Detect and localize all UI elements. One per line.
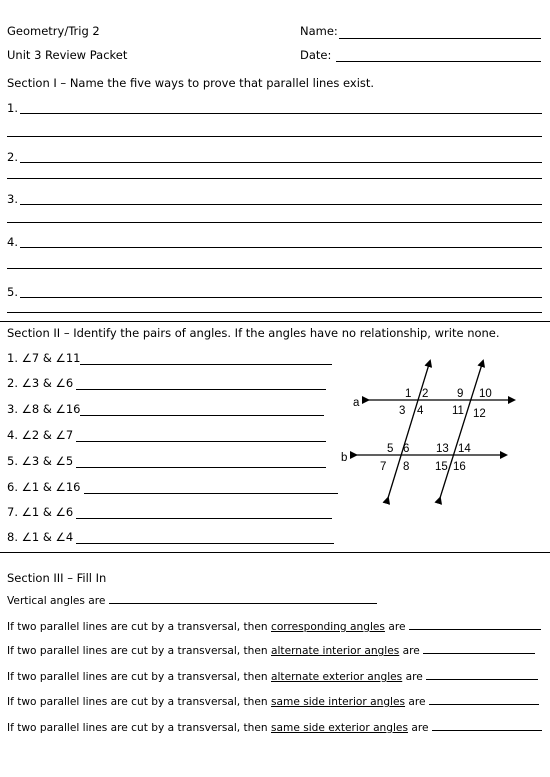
angle-pair-label: 5. ∠3 & ∠5	[7, 454, 74, 468]
angle-term: corresponding angles	[271, 621, 385, 633]
angle-label: 2	[422, 388, 429, 400]
answer-line[interactable]	[20, 162, 542, 163]
answer-line[interactable]	[7, 222, 542, 223]
answer-line[interactable]	[76, 441, 326, 442]
section-1-item-label: 5.	[7, 285, 18, 299]
angle-pair-label: 4. ∠2 & ∠7	[7, 428, 74, 442]
angle-label: 6	[403, 443, 410, 455]
angle-label: 4	[417, 405, 424, 417]
answer-line[interactable]	[84, 493, 338, 494]
angle-pair-label: 7. ∠1 & ∠6	[7, 505, 74, 519]
line-label-b: b	[341, 452, 348, 464]
angle-label: 11	[452, 405, 464, 417]
section-divider	[0, 321, 550, 322]
fill-in-text: If two parallel lines are cut by a transversal, then	[7, 722, 268, 734]
angle-label: 3	[399, 405, 406, 417]
angle-label: 9	[457, 388, 464, 400]
angle-label: 10	[479, 388, 492, 400]
answer-line[interactable]	[7, 268, 542, 269]
name-field[interactable]	[339, 38, 541, 39]
section-1-item-label: 3.	[7, 192, 18, 206]
angle-term: same side interior angles	[271, 696, 406, 708]
answer-line[interactable]	[7, 136, 542, 137]
answer-blank[interactable]	[409, 628, 541, 630]
section-3-title: Section III – Fill In	[7, 571, 107, 585]
answer-blank[interactable]	[426, 678, 538, 680]
course-title: Geometry/Trig 2	[7, 24, 100, 38]
fill-in-row	[7, 621, 541, 633]
fill-in-text: Vertical angles are	[7, 595, 106, 607]
answer-line[interactable]	[20, 247, 542, 248]
answer-line[interactable]	[7, 178, 542, 179]
angle-label: 15	[435, 461, 448, 473]
angle-label: 5	[387, 443, 394, 455]
answer-blank[interactable]	[432, 729, 542, 731]
section-1-item-label: 4.	[7, 235, 18, 249]
angle-label: 8	[403, 461, 410, 473]
angle-label: 1	[405, 388, 412, 400]
fill-in-row	[7, 696, 539, 708]
answer-line[interactable]	[76, 543, 334, 544]
fill-in-text: are	[408, 696, 426, 708]
fill-in-text: are	[405, 671, 423, 683]
answer-line[interactable]	[20, 297, 542, 298]
transversal-left	[388, 361, 430, 498]
date-label: Date:	[300, 48, 332, 62]
section-1-item-label: 2.	[7, 150, 18, 164]
angle-pair-label: 1. ∠7 & ∠11	[7, 351, 81, 365]
fill-in-text: are	[388, 621, 406, 633]
angle-pair-label: 2. ∠3 & ∠6	[7, 376, 74, 390]
answer-line[interactable]	[80, 364, 332, 365]
name-label: Name:	[300, 24, 338, 38]
fill-in-text: If two parallel lines are cut by a transversal, then	[7, 671, 268, 683]
answer-line[interactable]	[20, 204, 542, 205]
answer-blank[interactable]	[429, 703, 539, 705]
angle-term: alternate exterior angles	[271, 671, 403, 683]
angle-pair-label: 6. ∠1 & ∠16	[7, 480, 81, 494]
answer-line[interactable]	[76, 518, 332, 519]
fill-in-text: are	[402, 645, 420, 657]
answer-blank[interactable]	[423, 652, 535, 654]
answer-line[interactable]	[76, 389, 326, 390]
fill-in-row	[7, 645, 535, 657]
answer-line[interactable]	[7, 312, 542, 313]
fill-in-text: If two parallel lines are cut by a transversal, then	[7, 621, 268, 633]
section-1-title: Section I – Name the five ways to prove that parallel lines exist.	[7, 76, 375, 90]
angle-label: 16	[453, 461, 466, 473]
date-field[interactable]	[336, 61, 541, 62]
fill-in-text: are	[411, 722, 429, 734]
parallel-lines-diagram	[338, 355, 528, 515]
fill-in-text: If two parallel lines are cut by a transversal, then	[7, 696, 268, 708]
section-2-title: Section II – Identify the pairs of angles. If the angles have no relationship, write none.	[7, 326, 500, 340]
angle-term: same side exterior angles	[271, 722, 408, 734]
answer-line[interactable]	[80, 415, 324, 416]
section-1-item-label: 1.	[7, 101, 18, 115]
fill-in-row	[7, 595, 377, 607]
transversal-right	[440, 361, 483, 498]
answer-line[interactable]	[20, 113, 542, 114]
angle-term: alternate interior angles	[271, 645, 400, 657]
answer-blank[interactable]	[109, 602, 377, 604]
fill-in-text: If two parallel lines are cut by a transversal, then	[7, 645, 268, 657]
angle-label: 12	[473, 408, 486, 420]
angle-pair-label: 3. ∠8 & ∠16	[7, 402, 81, 416]
angle-label: 7	[380, 461, 387, 473]
fill-in-row	[7, 671, 538, 683]
section-divider	[0, 552, 550, 553]
unit-title: Unit 3 Review Packet	[7, 48, 128, 62]
line-label-a: a	[353, 397, 360, 409]
answer-line[interactable]	[76, 467, 326, 468]
angle-label: 14	[458, 443, 471, 455]
angle-label: 13	[436, 443, 449, 455]
fill-in-row	[7, 722, 542, 734]
angle-pair-label: 8. ∠1 & ∠4	[7, 530, 74, 544]
